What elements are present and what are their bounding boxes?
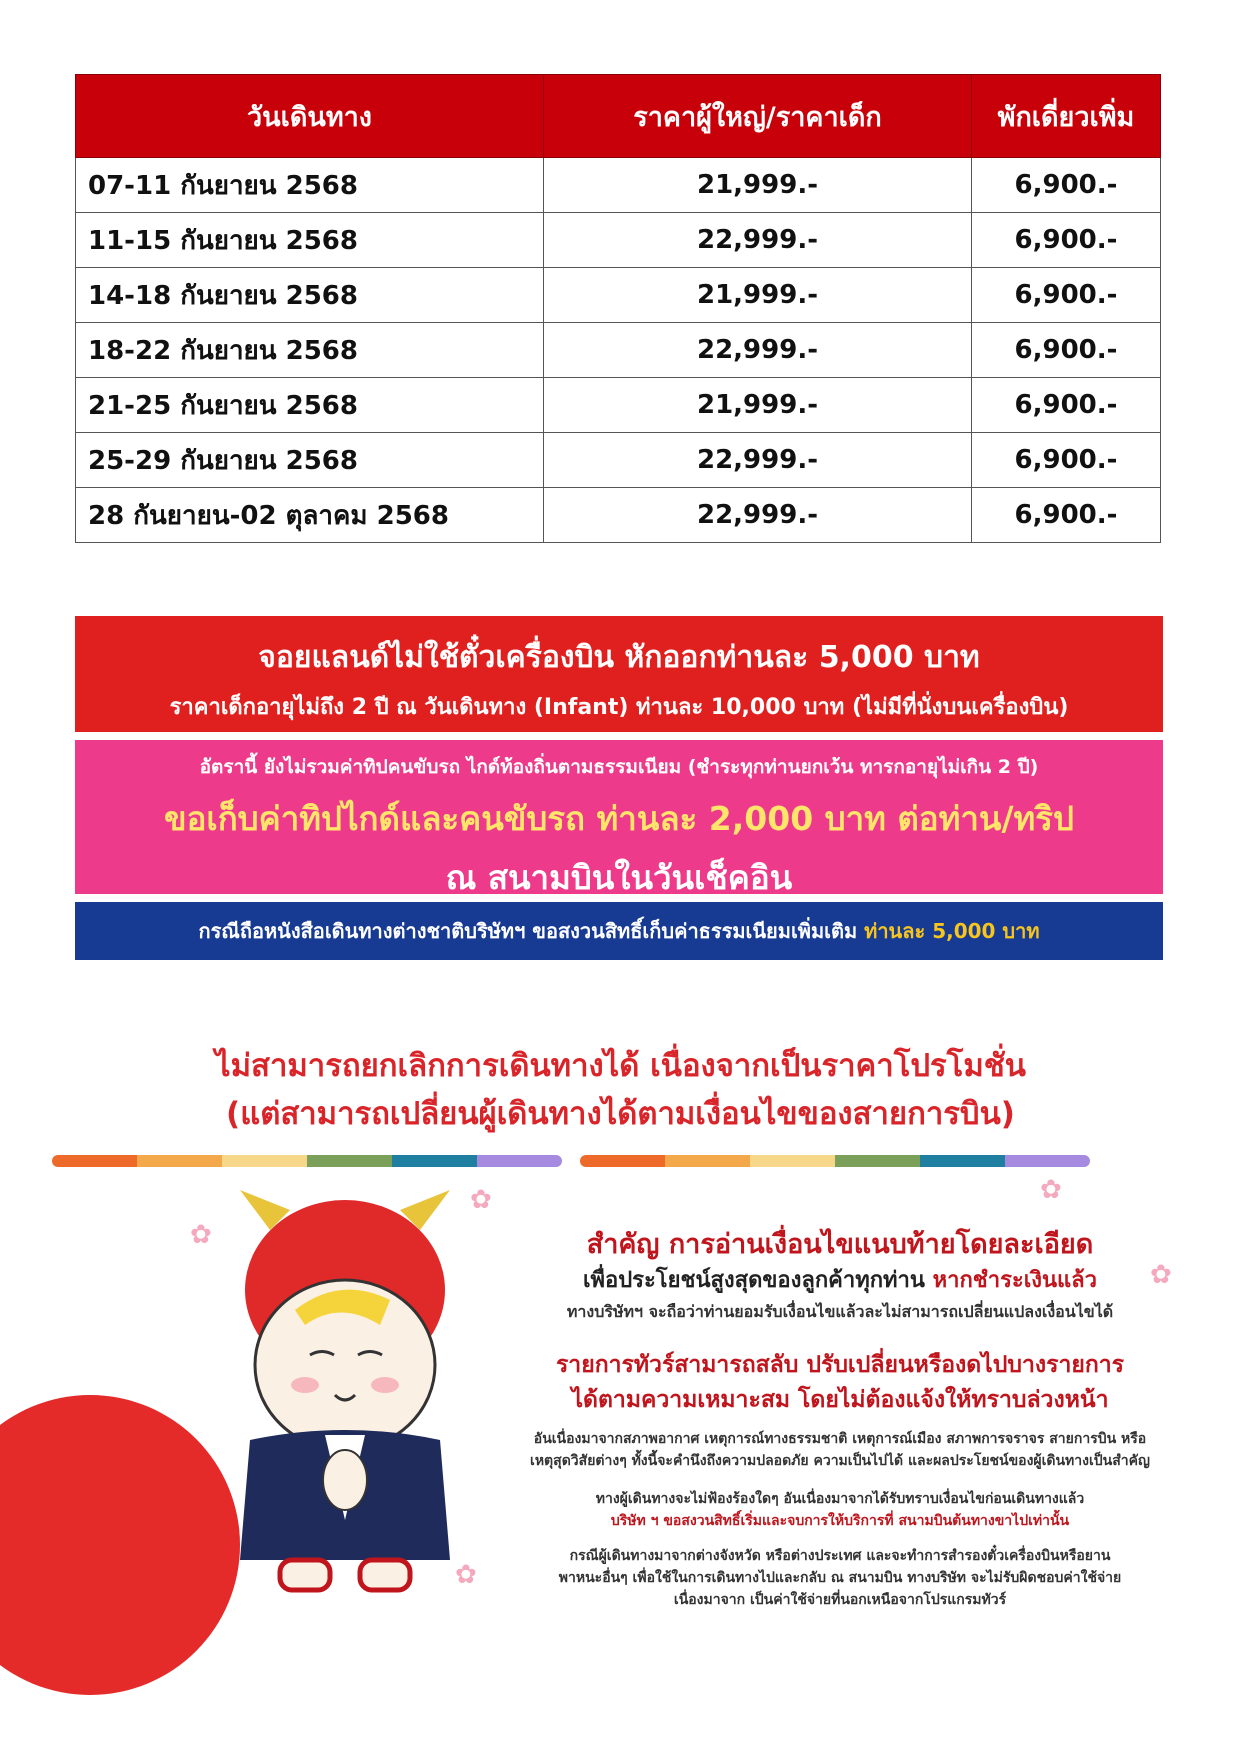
foreign-passport-text: กรณีถือหนังสือเดินทางต่างชาติบริษัทฯ ขอสงวนสิทธิ์เก็บค่าธรรมเนียมเพิ่มเติม [198, 919, 865, 943]
color-strip-left [52, 1155, 562, 1167]
blossom-icon: ✿ [455, 1560, 477, 1590]
row-date: 14-18 กันยายน 2568 [76, 268, 544, 323]
notice-acceptance: ทางบริษัทฯ จะถือว่าท่านยอมรับเงื่อนไขแล้วละไม่สามารถเปลี่ยนแปลงเงื่อนไขได้ [566, 1302, 1114, 1321]
table-row [76, 378, 1161, 433]
tip-banner [75, 740, 1163, 897]
blossom-icon: ✿ [470, 1185, 492, 1215]
table-header-row [76, 75, 1161, 158]
tip-location: ณ สนามบินในวันเช็คอิน [445, 858, 793, 897]
color-strip-right [580, 1155, 1090, 1167]
tip-note: อัตรานี้ ยังไม่รวมค่าทิปคนขับรถ ไกด์ท้องถิ่นตามธรรมเนียม (ชำระทุกท่านยกเว้น ทารกอายุไม่เกิน 2 ปี) [199, 756, 1039, 778]
table-row [76, 158, 1161, 213]
notice-no-claim: ทางผู้เดินทางจะไม่ฟ้องร้องใดๆ อันเนื่องมาจากได้รับทราบเงื่อนไขก่อนเดินทางแล้ว บริษัท ฯ ขอสงวนสิทธิ์เริ่มและจบการให้บริการที่ สนามบินต้นทางขาไปเท่านั้น [595, 1491, 1085, 1529]
row-single: 6,900.- [972, 158, 1161, 213]
price-table [75, 74, 1161, 543]
notice-subtitle: เพื่อประโยชน์สูงสุดของลูกค้าทุกท่าน หากชำระเงินแล้ว [582, 1268, 1098, 1293]
cancel-policy-line2: (แต่สามารถเปลี่ยนผู้เดินทางได้ตามเงื่อนไขของสายการบิน) [226, 1096, 1015, 1132]
table-row [76, 488, 1161, 543]
foreign-passport-banner [75, 902, 1163, 960]
row-date: 25-29 กันยายน 2568 [76, 433, 544, 488]
row-single: 6,900.- [972, 213, 1161, 268]
row-price: 22,999.- [544, 433, 972, 488]
blossom-icon: ✿ [190, 1220, 212, 1250]
row-date: 07-11 กันยายน 2568 [76, 158, 544, 213]
table-row [76, 268, 1161, 323]
row-price: 21,999.- [544, 158, 972, 213]
row-date: 18-22 กันยายน 2568 [76, 323, 544, 378]
notice-change-line1: รายการทัวร์สามารถสลับ ปรับเปลี่ยนหรืองดไปบางรายการ [555, 1352, 1125, 1378]
row-single: 6,900.- [972, 488, 1161, 543]
row-price: 22,999.- [544, 323, 972, 378]
table-row [76, 323, 1161, 378]
notice-title: สำคัญ การอ่านเงื่อนไขแนบท้ายโดยละเอียด [586, 1229, 1094, 1260]
row-single: 6,900.- [972, 378, 1161, 433]
dragon-mascot-icon [230, 1190, 460, 1610]
row-date: 28 กันยายน-02 ตุลาคม 2568 [76, 488, 544, 543]
notice-reasons: อันเนื่องมาจากสภาพอากาศ เหตุการณ์ทางธรรมชาติ เหตุการณ์เมือง สภาพการจราจร สายการบิน หรือ เหตุสุดวิสัยต่างๆ ทั้งนี้จะคำนึงถึงความปลอดภัย ความเป็นไปได้ และผลประโยชน์ของผู้เดินทางเป็นสำคัญ [530, 1431, 1150, 1469]
header-single-supplement: พักเดี่ยวเพิ่ม [972, 75, 1161, 158]
header-price: ราคาผู้ใหญ่/ราคาเด็ก [544, 75, 972, 158]
table-row [76, 213, 1161, 268]
joinland-text: จอยแลนด์ไม่ใช้ตั๋วเครื่องบิน หักออกท่านละ 5,000 บาท [258, 640, 980, 675]
cancel-policy-line1: ไม่สามารถยกเลิกการเดินทางได้ เนื่องจากเป็นราคาโปรโมชั่น [215, 1048, 1026, 1084]
notice-transport: กรณีผู้เดินทางมาจากต่างจังหวัด หรือต่างประเทศ และจะทำการสำรองตั๋วเครื่องบินหรือยาน พาหนะอื่นๆ เพื่อใช้ในการเดินทางไปและกลับ ณ สนามบิน ทางบริษัท จะไม่รับผิดชอบค่าใช้จ่าย เนื่องมาจาก เป็นค่าใช้จ่ายที่นอกเหนือจากโปรแกรมทัวร์ [558, 1548, 1122, 1608]
row-price: 21,999.- [544, 378, 972, 433]
row-date: 21-25 กันยายน 2568 [76, 378, 544, 433]
infant-price-text: ราคาเด็กอายุไม่ถึง 2 ปี ณ วันเดินทาง (Infant) ท่านละ 10,000 บาท (ไม่มีที่นั่งบนเครื่องบิน) [169, 695, 1069, 720]
blossom-icon: ✿ [1040, 1175, 1062, 1205]
joinland-banner [75, 616, 1163, 732]
tip-amount: ขอเก็บค่าทิปไกด์และคนขับรถ ท่านละ 2,000 บาท ต่อท่าน/ทริป [164, 799, 1074, 838]
foreign-passport-fee: ท่านละ 5,000 บาท [864, 919, 1040, 943]
row-single: 6,900.- [972, 268, 1161, 323]
row-single: 6,900.- [972, 323, 1161, 378]
row-single: 6,900.- [972, 433, 1161, 488]
header-travel-date: วันเดินทาง [76, 75, 544, 158]
row-price: 21,999.- [544, 268, 972, 323]
table-row [76, 433, 1161, 488]
row-date: 11-15 กันยายน 2568 [76, 213, 544, 268]
notice-change-line2: ได้ตามความเหมาะสม โดยไม่ต้องแจ้งให้ทราบล่วงหน้า [571, 1387, 1109, 1413]
row-price: 22,999.- [544, 213, 972, 268]
row-price: 22,999.- [544, 488, 972, 543]
red-sun-decoration [0, 1395, 240, 1695]
blossom-icon: ✿ [1150, 1260, 1172, 1290]
